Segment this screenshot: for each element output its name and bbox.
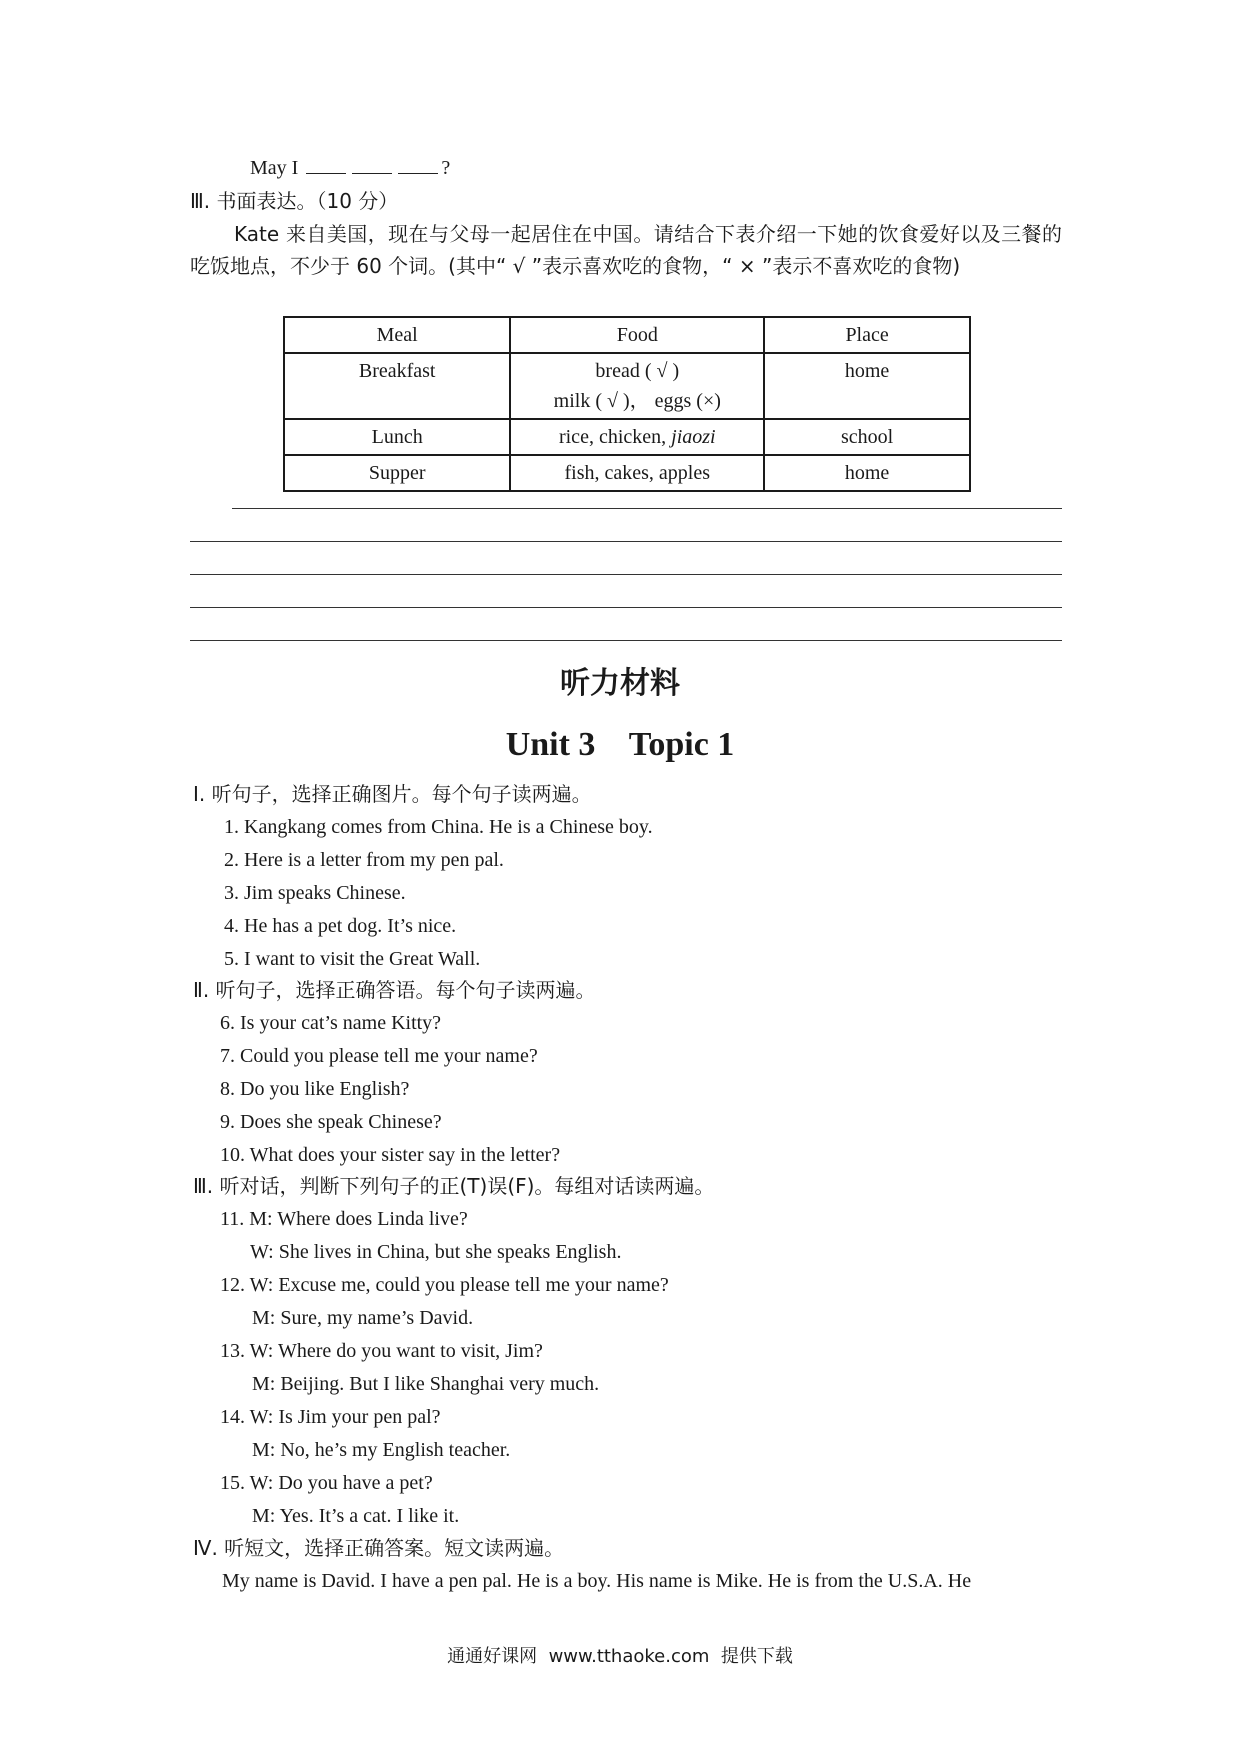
question-suffix: ?: [441, 157, 451, 179]
meal-cell: Supper: [284, 455, 510, 491]
table-row: [284, 353, 970, 419]
meal-cell: Lunch: [284, 419, 510, 455]
list-item: 8. Do you like English?: [220, 1078, 410, 1100]
list-item: 4. He has a pet dog. It’s nice.: [224, 915, 457, 937]
answer-blank-1[interactable]: [306, 155, 346, 174]
answer-blank-2[interactable]: [352, 155, 392, 174]
food-line: milk ( √ )， eggs (×): [553, 390, 721, 412]
writing-prompt: [190, 218, 1062, 282]
table-row: [284, 455, 970, 491]
table-header-row: [284, 317, 970, 353]
dialog-question: 14. W: Is Jim your pen pal?: [220, 1406, 441, 1428]
table-header: Meal: [284, 317, 510, 353]
food-cell: [510, 419, 764, 455]
section-heading: Ⅲ. 听对话，判断下列句子的正(T)误(F)。每组对话读两遍。: [193, 1174, 715, 1198]
answer-blank-3[interactable]: [398, 155, 438, 174]
list-item: 3. Jim speaks Chinese.: [224, 882, 406, 904]
passage-text: My name is David. I have a pen pal. He is a boy. His name is Mike. He is from the U.S.A. He: [222, 1570, 972, 1592]
dialog-question: 13. W: Where do you want to visit, Jim?: [220, 1340, 543, 1362]
writing-line[interactable]: [190, 541, 1062, 542]
food-text: rice, chicken,: [558, 426, 672, 448]
food-italic: jiaozi: [671, 426, 716, 448]
writing-line[interactable]: [190, 607, 1062, 608]
food-cell: fish, cakes, apples: [510, 455, 764, 491]
unit-topic-title: Unit 3 Topic 1: [505, 726, 735, 763]
list-item: 2. Here is a letter from my pen pal.: [224, 849, 504, 871]
section-heading: Ⅳ. 听短文，选择正确答案。短文读两遍。: [193, 1536, 565, 1560]
place-cell: school: [764, 419, 970, 455]
table-header: Place: [764, 317, 970, 353]
writing-line[interactable]: [190, 640, 1062, 641]
list-item: 5. I want to visit the Great Wall.: [224, 948, 481, 970]
dialog-answer: W: She lives in China, but she speaks English.: [250, 1241, 622, 1263]
list-item: 10. What does your sister say in the letter?: [220, 1144, 561, 1166]
dialog-question: 11. M: Where does Linda live?: [220, 1208, 468, 1230]
meal-cell: Breakfast: [284, 353, 510, 419]
section-heading: Ⅰ. 听句子，选择正确图片。每个句子读两遍。: [193, 782, 592, 806]
dialog-answer: M: No, he’s my English teacher.: [252, 1439, 511, 1461]
page-footer: 通通好课网 www.tthaoke.com 提供下载: [447, 1646, 793, 1667]
list-item: 6. Is your cat’s name Kitty?: [220, 1012, 442, 1034]
writing-heading: Ⅲ. 书面表达。（10 分）: [190, 189, 399, 213]
listening-title: 听力材料: [560, 666, 680, 701]
dialog-answer: M: Beijing. But I like Shanghai very much.: [252, 1373, 600, 1395]
dialog-answer: M: Yes. It’s a cat. I like it.: [252, 1505, 460, 1527]
dialog-answer: M: Sure, my name’s David.: [252, 1307, 474, 1329]
meal-table: [283, 316, 971, 492]
place-cell: home: [764, 455, 970, 491]
list-item: 1. Kangkang comes from China. He is a Chinese boy.: [224, 816, 653, 838]
list-item: 7. Could you please tell me your name?: [220, 1045, 538, 1067]
food-line: bread ( √ ): [595, 360, 680, 382]
dialog-question: 15. W: Do you have a pet?: [220, 1472, 433, 1494]
list-item: 9. Does she speak Chinese?: [220, 1111, 442, 1133]
table-row: [284, 419, 970, 455]
section-heading: Ⅱ. 听句子，选择正确答语。每个句子读两遍。: [193, 978, 596, 1002]
writing-line[interactable]: [232, 508, 1062, 509]
question-may-i: [250, 155, 450, 181]
table-header: Food: [510, 317, 764, 353]
dialog-question: 12. W: Excuse me, could you please tell me your name?: [220, 1274, 669, 1296]
place-cell: home: [764, 353, 970, 419]
question-prefix: May I: [250, 157, 299, 179]
writing-line[interactable]: [190, 574, 1062, 575]
writing-prompt-text: Kate 来自美国，现在与父母一起居住在中国。请结合下表介绍一下她的饮食爱好以及三餐的吃饭地点，不少于 60 个词。(其中“ √ ”表示喜欢吃的食物，“ × ”表示不喜欢吃的食物): [190, 222, 1062, 278]
food-cell: [510, 353, 764, 419]
